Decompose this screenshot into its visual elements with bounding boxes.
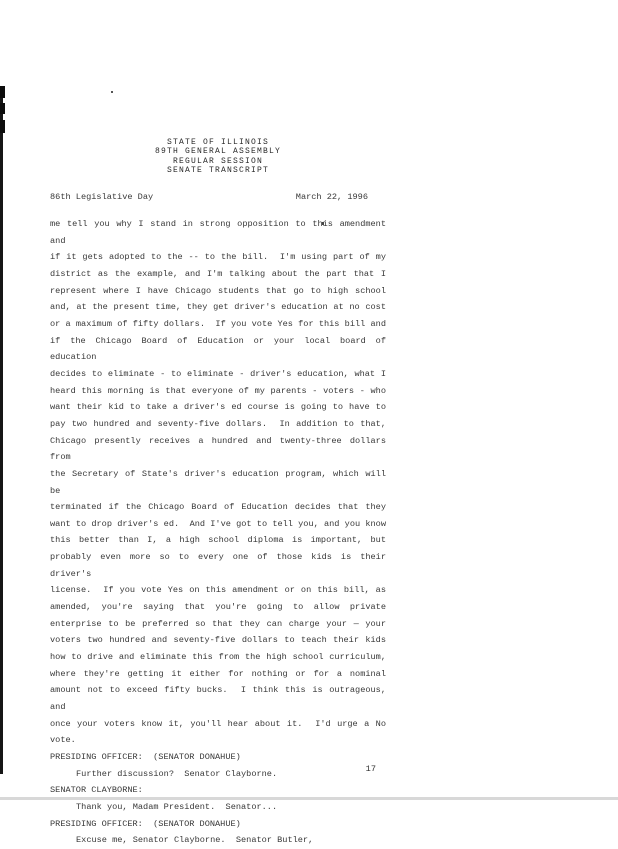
- page-number: 17: [365, 764, 376, 774]
- transcript-line: the Secretary of State's driver's education program, which will be: [50, 468, 386, 496]
- transcript-line: voters two hundred and seventy-five dollars to teach their kids: [50, 635, 386, 646]
- header-line-transcript: SENATE TRANSCRIPT: [166, 166, 269, 176]
- transcript-line: once your voters know it, you'll hear about it. I'd urge a No: [50, 718, 386, 729]
- transcript-line: PRESIDING OFFICER: (SENATOR DONAHUE): [50, 752, 241, 762]
- header-line-assembly: 89TH GENERAL ASSEMBLY: [154, 147, 282, 157]
- document-header: [50, 138, 386, 176]
- transcript-line: represent where I have Chicago students that go to high school: [50, 285, 386, 296]
- transcript-line: if it gets adopted to the -- to the bill. I'm using part of my: [50, 252, 386, 263]
- header-line-session: REGULAR SESSION: [172, 156, 263, 166]
- transcript-line: vote.: [50, 735, 76, 746]
- scan-artifact-dash: [0, 120, 5, 133]
- transcript-line: if the Chicago Board of Education or your local board of education: [50, 335, 386, 363]
- header-line-state: STATE OF ILLINOIS: [166, 138, 269, 147]
- transcript-line: PRESIDING OFFICER: (SENATOR DONAHUE): [50, 818, 241, 829]
- transcript-line: probably even more so to every one of those kids is their driver's: [50, 552, 386, 579]
- transcript-line: and, at the present time, they get driver's education at no cost: [50, 302, 386, 313]
- transcript-line: want their kid to take a driver's ed course is going to have to: [50, 402, 386, 413]
- transcript-line: pay two hundred and seventy-five dollars. In addition to that,: [50, 418, 386, 429]
- transcript-line: district as the example, and I'm talking about the part that I: [50, 268, 386, 279]
- session-date: March 22, 1996: [295, 192, 368, 202]
- transcript-line: this better than I, a high school diploma is important, but: [50, 535, 386, 546]
- transcript-line: or a maximum of fifty dollars. If you vote Yes for this bill and: [50, 318, 386, 329]
- transcript-line: want to drop driver's ed. And I've got to tell you, and you know: [50, 518, 386, 529]
- transcript-line: amended, you're saying that you're going to allow private: [50, 602, 386, 613]
- scan-artifact-dot: [111, 91, 113, 93]
- transcript-line: SENATOR CLAYBORNE:: [50, 785, 143, 796]
- legislative-day-label: 86th Legislative Day: [50, 192, 154, 202]
- transcript-line: me tell you why I stand in strong opposition to this amendment and: [50, 219, 386, 246]
- transcript-line: terminated if the Chicago Board of Education decides that they: [50, 502, 386, 513]
- scan-artifact-dash: [0, 86, 5, 98]
- transcript-line: Further discussion? Senator Clayborne.: [76, 768, 278, 779]
- scan-artifact-left-edge: [0, 86, 3, 774]
- transcript-line: Chicago presently receives a hundred and twenty-three dollars from: [50, 435, 386, 463]
- transcript-line: how to drive and eliminate this from the high school curriculum,: [50, 652, 386, 663]
- transcript-line: decides to eliminate - to eliminate - driver's education, what I: [50, 368, 386, 379]
- transcript-line: where they're getting it either for nothing or for a nominal: [50, 668, 386, 679]
- transcript-body: [50, 216, 386, 849]
- meta-row: [50, 192, 368, 203]
- transcript-line: Thank you, Madam President. Senator...: [76, 801, 278, 812]
- transcript-line: heard this morning is that everyone of my parents - voters - who: [50, 385, 386, 396]
- transcript-line: Excuse me, Senator Clayborne. Senator Butler,: [76, 835, 314, 846]
- transcript-line: license. If you vote Yes on this amendment or on this bill, as: [50, 585, 386, 596]
- scan-artifact-dash: [0, 103, 5, 114]
- transcript-line: amount not to exceed fifty bucks. I think this is outrageous, and: [50, 685, 386, 713]
- transcript-line: enterprise to be preferred so that they can charge your — your: [50, 618, 386, 629]
